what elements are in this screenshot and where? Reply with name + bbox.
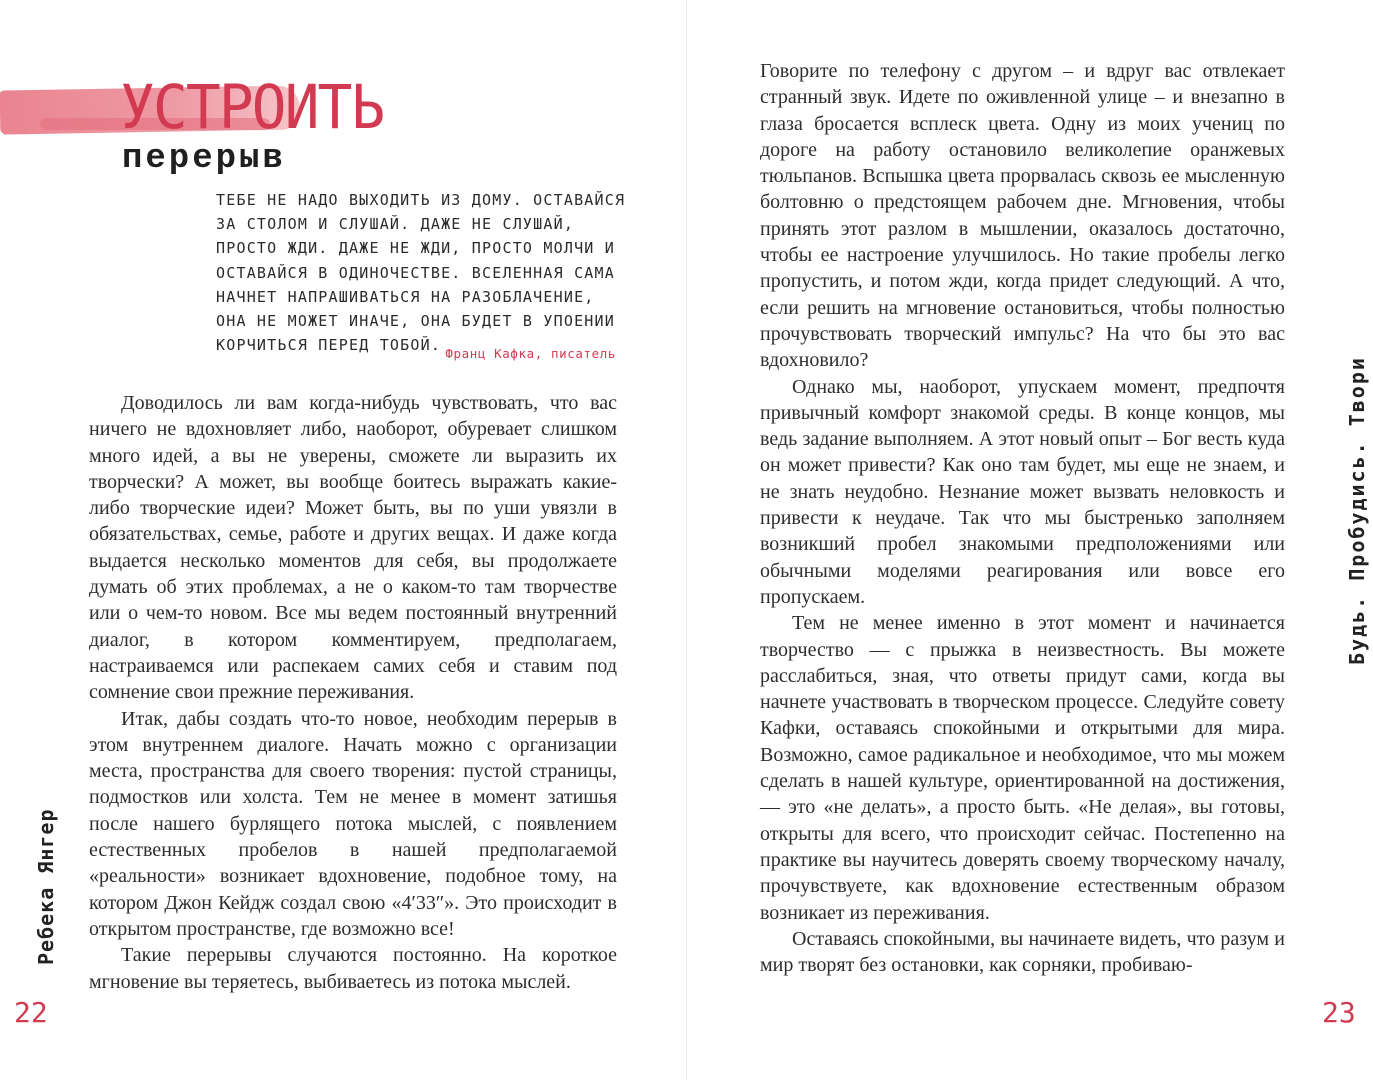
chapter-subtitle: перерыв (122, 140, 286, 178)
paragraph: Тем не менее именно в этот момент и начинается творчество — с прыжка в неизвестность. Вы можете расслабиться, зная, что ответы придут сами, когда вы начнете участвовать в творческом процессе. Следуйте совету Кафки, оставаясь спокойными и открытыми для мира. Возможно, самое радикальное и необходимое, что мы можем сделать в нашей культуре, ориентированной на достижения, — это «не делать», а просто быть. «Не делая», вы готовы, открыты для всего, что происходит сейчас. Постепенно на практике вы научитесь доверять своему творческому началу, прочувствуете, как вдохновение естественным образом возникает из переживания. (760, 612, 1285, 924)
paragraph: Говорите по телефону с другом – и вдруг вас отвлекает странный звук. Идете по оживленной улице – и внезапно в глаза бросается всплеск цвета. Одну из моих учениц по дороге на работу остановило великолепие оранжевых тюльпанов. Вспышка цвета прорвалась сквозь ее мысленную болтовню о предстоящем рабочем дне. Мгновения, чтобы принять этот разлом в мышлении, оказалось достаточно, чтобы ее настроение улучшилось. Но такие пробелы легко пропустить, и потом жди, когда придет следующий. А что, если решить на мгновение остановиться, чтобы полностью прочувствовать творческий импульс? На что бы это вас вдохновило? (760, 60, 1285, 372)
gutter-divider (686, 0, 687, 1080)
epigraph-author: Франц Кафка, писатель (445, 346, 616, 361)
paragraph: Такие перерывы случаются постоянно. На короткое мгновение вы теряетесь, выбиваетесь из потока мыслей. (89, 944, 617, 993)
page-number-right: 23 (1322, 996, 1356, 1029)
paragraph: Однако мы, наоборот, упускаем момент, предпочтя привычный комфорт знакомой среды. В конце концов, мы ведь задание выполняем. А этот новый опыт – Бог весть куда он может привести? Как оно там будет, мы еще не знаем, и не знать неудобно. Незнание может вызвать неловкость и привести к неудаче. Так что мы быстренько заполняем возникший пробел знакомыми предположениями или обычными моделями реагирования или вовсе его пропускаем. (760, 375, 1285, 608)
page-number-left: 22 (14, 996, 48, 1029)
running-head-author: Ребека Янгер (34, 808, 58, 965)
epigraph-quote: ТЕБЕ НЕ НАДО ВЫХОДИТЬ ИЗ ДОМУ. ОСТАВАЙСЯ ЗА СТОЛОМ И СЛУШАЙ. ДАЖЕ НЕ СЛУШАЙ, ПРОСТО ЖДИ. ДАЖЕ НЕ ЖДИ, ПРОСТО МОЛЧИ И ОСТАВАЙСЯ В ОДИНОЧЕСТВЕ. ВСЕЛЕННАЯ САМА НАЧНЕТ НАПРАШИВАТЬСЯ НА РАЗОБЛАЧЕНИЕ, ОНА НЕ МОЖЕТ ИНАЧЕ, ОНА БУДЕТ В УПОЕНИИ КОРЧИТЬСЯ ПЕРЕД ТОБОЙ. (216, 191, 626, 355)
paragraph: Итак, дабы создать что-то новое, необходим перерыв в этом внутреннем диалоге. Начать можно с организации места, пространства для своего творения: пустой страницы, подмостков или холста. Тем не менее в момент затишья после нашего бурлящего потока мыслей, с появлением естественных пробелов в нашей предполагаемой «реальности» возникает вдохновение, подобное тому, на котором Джон Кейдж создал свою «4′33″». Это происходит в открытом пространстве, где возможно все! (89, 707, 617, 940)
chapter-title: УСТРОИТЬ (120, 71, 384, 143)
paragraph: Доводилось ли вам когда-нибудь чувствовать, что вас ничего не вдохновляет либо, наоборот, обуревает слишком много идей, а вы не уверены, сможете ли выразить их творчески? А может, вы вообще боитесь выражать какие-либо творческие идеи? Может быть, вы по уши увязли в обязательствах, семье, работе и других вещах. И даже когда выдается несколько моментов для себя, вы продолжаете думать об этих проблемах, а не о каком-то там творчестве или о чем-то новом. Все мы ведем постоянный внутренний диалог, в котором комментируем, предполагаем, настраиваемся или распекаем самих себя и ставим под сомнение свои прежние переживания. (89, 392, 617, 704)
running-head-title: Будь. Пробудись. Твори (1345, 356, 1369, 665)
left-body-text (89, 390, 617, 995)
paragraph: Оставаясь спокойными, вы начинаете видеть, что разум и мир творят без остановки, как сорняки, пробиваю- (760, 927, 1285, 977)
right-body-text (760, 58, 1285, 978)
